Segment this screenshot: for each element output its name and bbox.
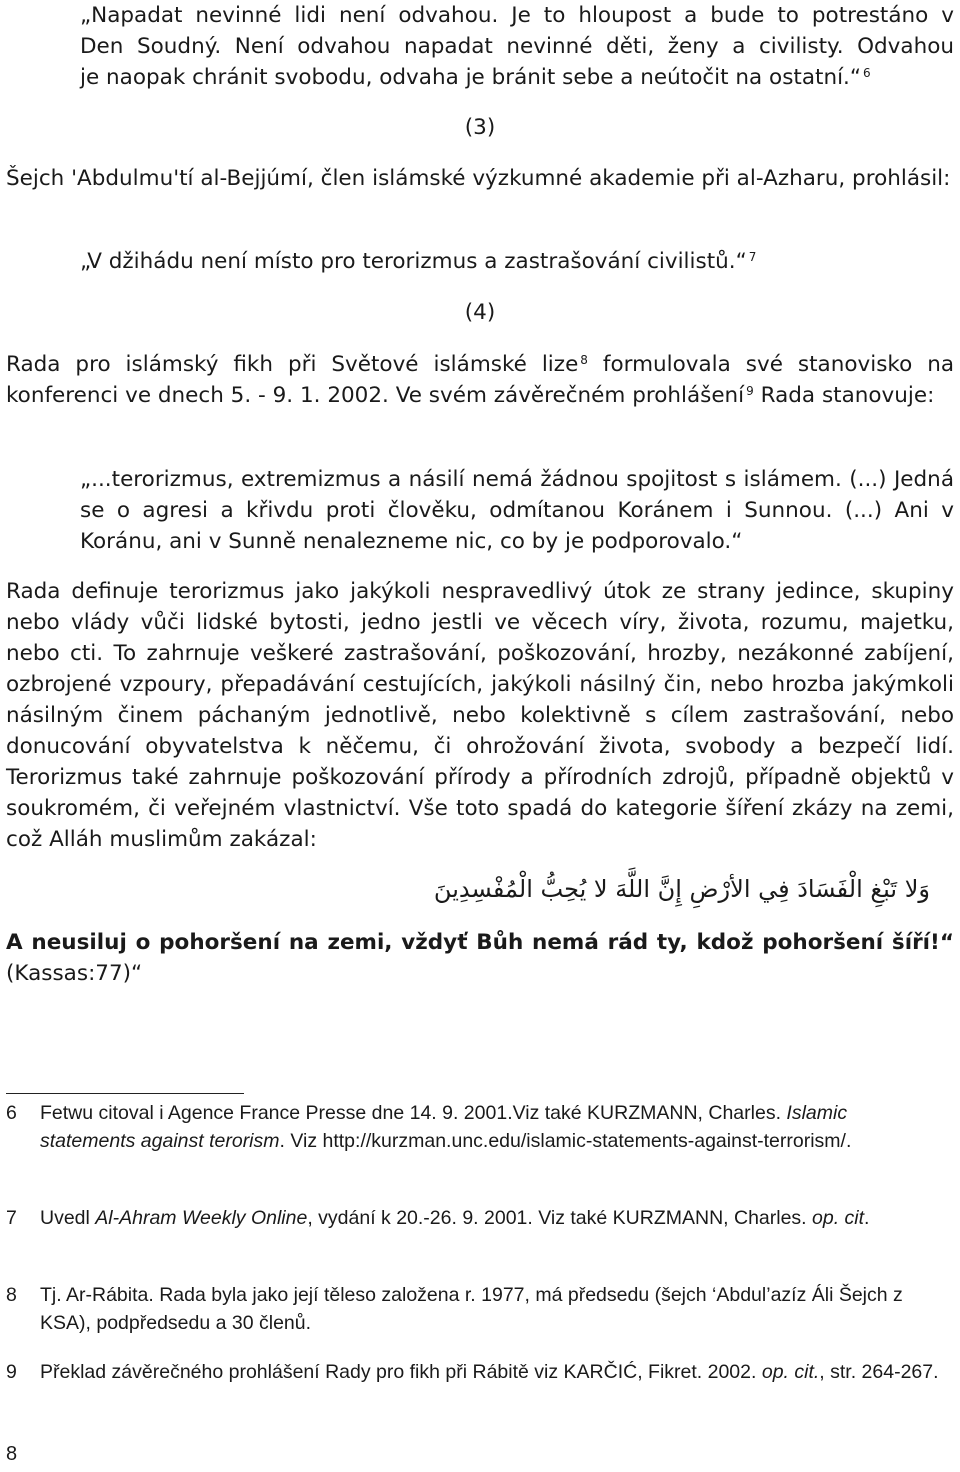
translation-text bbox=[6, 927, 954, 989]
footnote-ref-8[interactable]: 8 bbox=[580, 353, 588, 367]
footnote-ref-9[interactable]: 9 bbox=[746, 384, 754, 398]
section-4-heading: (4) bbox=[464, 300, 496, 325]
page-number: 8 bbox=[6, 1443, 18, 1465]
section-4-quote: „...terorizmus, extremizmus a násilí nemá žádnou spojitost s islámem. (...) Jedná se o agresi a křivdu proti člověku, odmítanou Koránem i Sunnou. (...) Ani v Koránu, ani v Sunně nenalezneme nic, co by je podporovalo.“ bbox=[80, 467, 954, 554]
quote1-line-3: je naopak chránit svobodu, odvaha je bránit sebe a neútočit na ostatní.“ $^6$ bbox=[80, 65, 871, 90]
section-3-quote: „V džihádu není místo pro terorizmus a zastrašování civilistů.“ $^7$ bbox=[80, 249, 757, 274]
arabic-verse: وَلا تَبْغِ الْفَسَادَ فِي الأرْضِ إِنَّ اللَّهَ لا يُحِبُّ الْمُفْسِدِينَ bbox=[433, 875, 930, 903]
quote1-line-1: „Napadat nevinné lidi není odvahou. Je to hloupost a bude to potrestáno v bbox=[80, 3, 954, 28]
definition-paragraph: Rada definuje terorizmus jako jakýkoli nespravedlivý útok ze strany jedince, skupiny nebo vlády vůči lidské bytosti, jedno jestli ve věcech víry, života, rozumu, majetku, nebo cti. To zahrnuje veškeré zastrašování, poškozování, hrozby, nezákonné zabíjení, ozbrojené vzpoury, přepadávání cestujících, jakýkoli násilný čin, nebo hrozba jakýmkoli násilným činem páchaným jednotlivě, nebo kolektivně s cílem zastrašování, nebo donucování obyvatelstva k něčemu, či ohrožování života, svobody a bezpečí lidí. Terorizmus také zahrnuje poškozování přírody a přírodních zdrojů, případně objektů v soukromém, či veřejném vlastnictví. Vše toto spadá do kategorie šíření zkázy na zemi, což Alláh muslimům zakázal: bbox=[6, 579, 954, 852]
translation-bold: A neusiluj o pohoršení na zemi, vždyť Bůh nemá rád ty, kdož pohoršení šíří!“ bbox=[6, 930, 954, 955]
footnote-number: 8 bbox=[6, 1284, 17, 1306]
footnote-text: Uvedl Al-Ahram Weekly Online, vydání k 20.-26. 9. 2001. Viz také KURZMANN, Charles. op. cit. bbox=[40, 1207, 870, 1229]
section-4-intro: Rada pro islámský fikh při Světové islámské lize $^8$ formulovala své stanovisko na konferenci ve dnech 5. - 9. 1. 2002. Ve svém závěrečném prohlášení $^9$ Rada stanovuje: bbox=[6, 352, 954, 408]
footnote-text: Tj. Ar-Rábita. Rada byla jako její těleso založena r. 1977, má předsedu (šejch ‘Abdul’azíz Áli Šejch z KSA), podpředsedu a 30 členů. bbox=[40, 1284, 903, 1334]
footnote-ref-6[interactable]: 6 bbox=[863, 66, 871, 80]
footnote-number: 6 bbox=[6, 1102, 17, 1124]
section-3-intro: Šejch 'Abdulmu'tí al-Bejjúmí, člen islámské výzkumné akademie při al-Azharu, prohlásil: bbox=[6, 166, 951, 191]
footnote-number: 9 bbox=[6, 1361, 17, 1383]
translation-reference: (Kassas:77)“ bbox=[6, 961, 143, 986]
section-3-heading: (3) bbox=[464, 115, 496, 140]
footnote-number: 7 bbox=[6, 1207, 17, 1229]
quote1-line-2: Den Soudný. Není odvahou napadat nevinné děti, ženy a civilisty. Odvahou bbox=[80, 34, 954, 59]
footnote-text: Překlad závěrečného prohlášení Rady pro fikh při Rábitě viz KARČIĆ, Fikret. 2002. op. cit., str. 264-267. bbox=[40, 1361, 939, 1383]
footnote-separator bbox=[6, 1093, 244, 1094]
footnote-text: Fetwu citoval i Agence France Presse dne 14. 9. 2001.Viz také KURZMANN, Charles. Islamic statements against terorism. Viz http://kurzman.unc.edu/islamic-statements-against-terrorism/. bbox=[40, 1102, 852, 1152]
footnote-ref-7[interactable]: 7 bbox=[748, 250, 757, 264]
